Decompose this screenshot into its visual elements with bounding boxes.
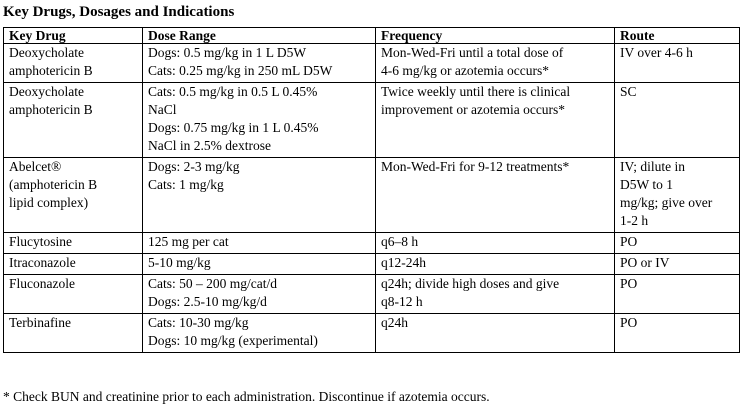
route-cell	[615, 158, 740, 233]
frequency-cell	[376, 233, 615, 254]
drug-cell-line: Deoxycholate	[9, 45, 84, 60]
dose-cell-line: Dogs: 0.5 mg/kg in 1 L D5W	[148, 45, 307, 60]
frequency-cell-line: Twice weekly until there is clinical	[381, 84, 571, 99]
drug-cell-line: amphotericin B	[9, 63, 93, 78]
dose-cell	[143, 314, 376, 353]
table-row	[4, 44, 740, 83]
dose-cell-line: Cats: 1 mg/kg	[148, 177, 224, 192]
drug-cell-line: lipid complex)	[9, 195, 89, 210]
drug-cell-line: amphotericin B	[9, 102, 93, 117]
frequency-cell	[376, 254, 615, 275]
route-cell-line: IV over 4-6 h	[620, 45, 693, 60]
route-cell-line: PO or IV	[620, 255, 670, 270]
dose-cell	[143, 83, 376, 158]
drug-cell-line: Terbinafine	[9, 315, 72, 330]
dose-cell-line: Dogs: 2.5-10 mg/kg/d	[148, 294, 267, 309]
frequency-cell	[376, 314, 615, 353]
drug-table	[3, 27, 740, 353]
route-cell	[615, 254, 740, 275]
header-key-drug: Key Drug	[4, 28, 143, 44]
drug-cell-line: Flucytosine	[9, 234, 72, 249]
route-cell	[615, 44, 740, 83]
drug-cell-line: (amphotericin B	[9, 177, 98, 192]
dose-cell-line: 5-10 mg/kg	[148, 255, 211, 270]
table-title: Key Drugs, Dosages and Indications	[3, 4, 235, 20]
route-cell-line: 1-2 h	[620, 213, 649, 228]
route-cell-line: PO	[620, 234, 638, 249]
route-cell-line: PO	[620, 276, 638, 291]
drug-cell	[4, 158, 143, 233]
frequency-cell-line: improvement or azotemia occurs*	[381, 102, 566, 117]
frequency-cell	[376, 44, 615, 83]
dose-cell-line: Dogs: 10 mg/kg (experimental)	[148, 333, 318, 348]
drug-cell-line: Itraconazole	[9, 255, 76, 270]
dose-cell-line: NaCl in 2.5% dextrose	[148, 138, 271, 153]
dose-cell	[143, 233, 376, 254]
frequency-cell-line: q24h; divide high doses and give	[381, 276, 560, 291]
table-body	[4, 44, 740, 353]
table-row	[4, 83, 740, 158]
dose-cell	[143, 275, 376, 314]
dose-cell-line: Cats: 0.5 mg/kg in 0.5 L 0.45%	[148, 84, 318, 99]
dose-cell-line: NaCl	[148, 102, 177, 117]
drug-cell	[4, 314, 143, 353]
dose-cell	[143, 158, 376, 233]
dose-cell	[143, 44, 376, 83]
drug-cell-line: Abelcet®	[9, 159, 62, 174]
dose-cell-line: Cats: 0.25 mg/kg in 250 mL D5W	[148, 63, 333, 78]
drug-cell-line: Deoxycholate	[9, 84, 84, 99]
dose-cell-line: Cats: 50 – 200 mg/cat/d	[148, 276, 277, 291]
table-row	[4, 158, 740, 233]
route-cell-line: mg/kg; give over	[620, 195, 713, 210]
dose-cell-line: Dogs: 2-3 mg/kg	[148, 159, 240, 174]
header-frequency: Frequency	[376, 28, 615, 44]
frequency-cell	[376, 275, 615, 314]
drug-cell-line: Fluconazole	[9, 276, 75, 291]
dose-cell-line: Dogs: 0.75 mg/kg in 1 L 0.45%	[148, 120, 319, 135]
route-cell-line: IV; dilute in	[620, 159, 685, 174]
dose-cell-line: Cats: 10-30 mg/kg	[148, 315, 249, 330]
frequency-cell-line: q24h	[381, 315, 408, 330]
frequency-cell-line: q8-12 h	[381, 294, 423, 309]
route-cell	[615, 275, 740, 314]
table-row	[4, 233, 740, 254]
frequency-cell-line: Mon-Wed-Fri for 9-12 treatments*	[381, 159, 570, 174]
route-cell-line: SC	[620, 84, 637, 99]
frequency-cell	[376, 83, 615, 158]
dose-cell	[143, 254, 376, 275]
route-cell	[615, 83, 740, 158]
route-cell-line: PO	[620, 315, 638, 330]
route-cell	[615, 233, 740, 254]
drug-cell	[4, 233, 143, 254]
table-row	[4, 254, 740, 275]
route-cell	[615, 314, 740, 353]
route-cell-line: D5W to 1	[620, 177, 673, 192]
frequency-cell-line: q6–8 h	[381, 234, 419, 249]
dose-cell-line: 125 mg per cat	[148, 234, 229, 249]
frequency-cell	[376, 158, 615, 233]
frequency-cell-line: Mon-Wed-Fri until a total dose of	[381, 45, 564, 60]
header-row	[4, 28, 740, 44]
drug-cell	[4, 275, 143, 314]
table-row	[4, 314, 740, 353]
drug-cell	[4, 254, 143, 275]
drug-cell	[4, 83, 143, 158]
frequency-cell-line: 4-6 mg/kg or azotemia occurs*	[381, 63, 549, 78]
header-route: Route	[615, 28, 740, 44]
header-dose-range: Dose Range	[143, 28, 376, 44]
frequency-cell-line: q12-24h	[381, 255, 426, 270]
drug-cell	[4, 44, 143, 83]
table-row	[4, 275, 740, 314]
footnote: * Check BUN and creatinine prior to each administration. Discontinue if azotemia occurs.	[3, 389, 490, 404]
